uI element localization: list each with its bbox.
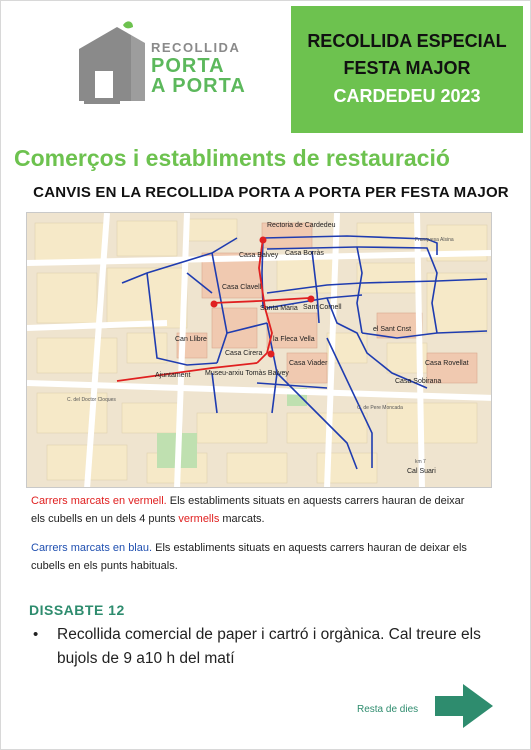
red-streets-text-a: Els establiments situats en aquests carrers hauran de deixar els cubells en un dels 4 punts xyxy=(31,495,465,525)
bullet-dot-icon: • xyxy=(33,626,39,643)
map-label-rectoria: Rectoria de Cardedeu xyxy=(267,222,336,229)
logo-wordmark xyxy=(151,41,246,96)
map-label-borras: Casa Borràs xyxy=(285,250,324,257)
red-streets-text-b: marcats. xyxy=(219,513,265,525)
schedule-item-text: Recollida comercial de paper i cartró i orgànica. Cal treure els bujols de 9 a10 h del matí xyxy=(57,626,481,667)
blue-streets-lead: Carrers marcats en blau. xyxy=(31,542,153,554)
map-label-pere-moncada: C. de Pere Moncada xyxy=(357,405,403,411)
page-title: Comerços i establiments de restauració xyxy=(14,145,450,171)
red-streets-note xyxy=(31,492,481,528)
logo-line-3: A PORTA xyxy=(151,75,246,97)
banner-line-3: CARDEDEU 2023 xyxy=(333,86,481,106)
map-label-museu: Museu-arxiu Tomàs Balvey xyxy=(205,370,289,377)
blue-streets-text: Els establiments situats en aquests carrers hauran de deixar els cubells en els punts habituals. xyxy=(31,542,467,572)
map-label-clavell: Casa Clavell xyxy=(222,284,262,291)
map-label-ajuntament: Ajuntament xyxy=(155,372,191,379)
banner-line-2: FESTA MAJOR xyxy=(343,58,471,78)
map-label-sant-cnst: el Sant Cnst xyxy=(373,326,412,333)
header-banner xyxy=(291,6,523,133)
arrow-right-icon[interactable] xyxy=(433,682,495,730)
map-label-fleca: la Fleca Vella xyxy=(273,336,315,343)
map-label-cirera: Casa Cirera xyxy=(225,350,263,357)
red-streets-lead: Carrers marcats en vermell. xyxy=(31,495,167,507)
blue-streets-note xyxy=(31,539,481,575)
map-label-franquesa: Franquesa Alsina xyxy=(415,237,454,243)
banner-line-1: RECOLLIDA ESPECIAL xyxy=(307,31,507,51)
map-label-km: km 7 xyxy=(415,459,426,465)
map-label-viader: Casa Viader xyxy=(289,360,328,367)
map-label-balvey: Casa Balvey xyxy=(239,252,279,259)
schedule-day: DISSABTE 12 xyxy=(29,602,125,618)
map-label-sobirana: Casa Sobirana xyxy=(395,378,442,385)
map-label-santa-maria: Santa Maria xyxy=(260,305,298,312)
street-map-graphic xyxy=(27,213,492,488)
map-label-cal-suari: Cal Suari xyxy=(407,468,436,475)
map-label-rovellat: Casa Rovellat xyxy=(425,360,469,367)
next-days-link[interactable]: Resta de dies xyxy=(357,704,419,715)
logo-line-1: RECOLLIDA xyxy=(151,40,241,55)
street-map xyxy=(26,212,492,488)
map-label-doctor-cloques: C. del Doctor Cloques xyxy=(67,397,116,403)
map-label-can-llibre: Can Llibre xyxy=(175,336,207,343)
page-subtitle: CANVIS EN LA RECOLLIDA PORTA A PORTA PER FESTA MAJOR xyxy=(33,184,509,201)
logo-line-2: PORTA xyxy=(151,55,225,77)
map-label-sant-cornell: Sant Cornell xyxy=(303,304,342,311)
red-streets-word: vermells xyxy=(178,513,220,525)
